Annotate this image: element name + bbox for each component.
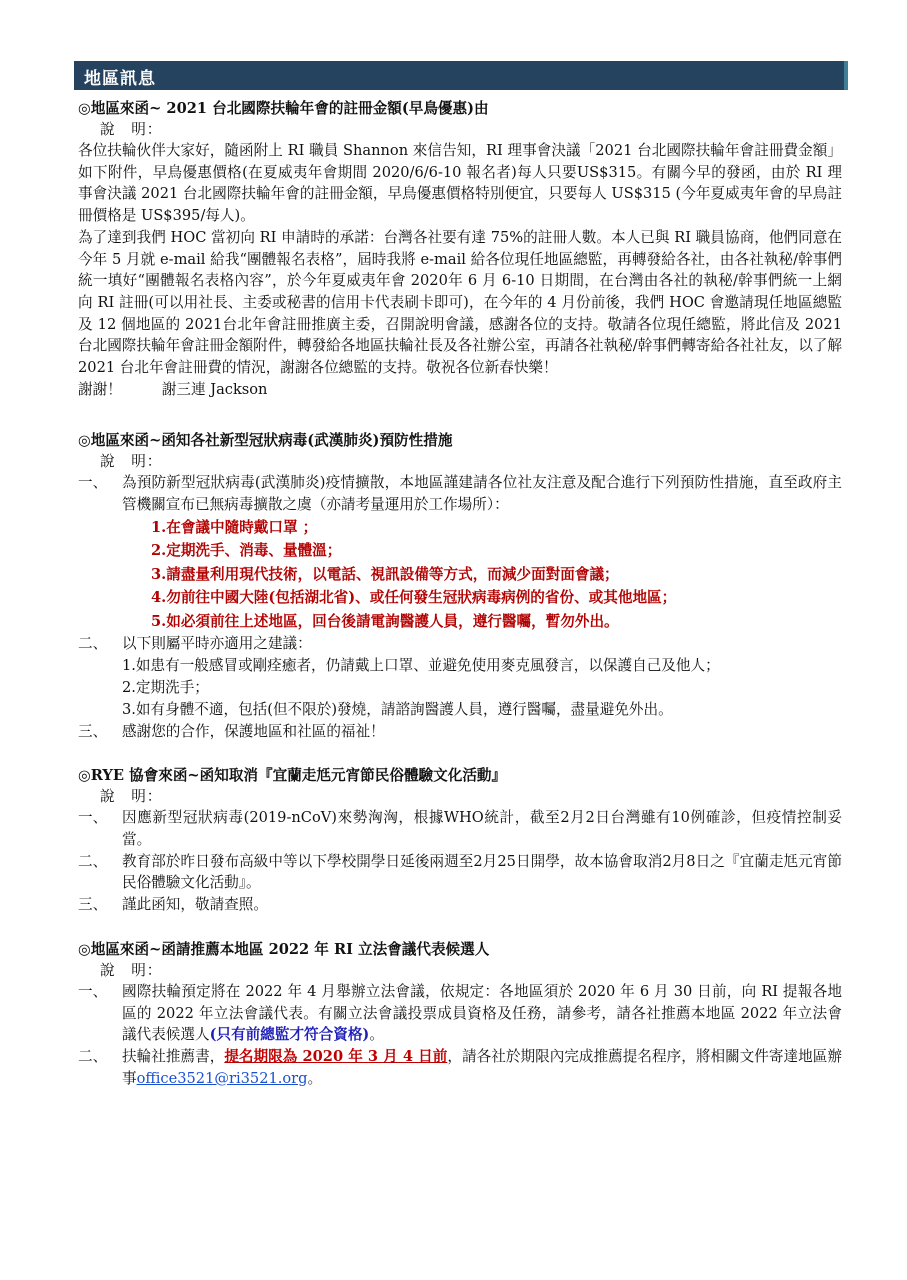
email-link[interactable]: office3521@ri3521.org [136, 1069, 308, 1087]
general-advice-list [78, 655, 842, 721]
measure-item: 5.如必須前往上述地區，回台後請電詢醫護人員，遵行醫囑，暫勿外出。 [151, 612, 619, 630]
notice-coronavirus-prevention [78, 430, 842, 742]
item-text: 扶輪社推薦書， [122, 1048, 225, 1066]
signer-name: 謝三連 Jackson [161, 380, 268, 398]
item-number: 一、 [78, 809, 108, 827]
item-text: 謹此函知，敬請查照。 [122, 895, 268, 913]
item-text: 以下則屬平時亦適用之建議： [122, 635, 312, 653]
advice-item: 3.如有身體不適，包括(但不限於)發燒，請諮詢醫護人員，遵行醫囑，盡量避免外出。 [122, 700, 673, 718]
item-text: 教育部於昨日發布高級中等以下學校開學日延後兩週至2月25日開學，故本協會取消2月8日之『宜蘭走尪元宵節民俗體驗文化活動』。 [122, 852, 842, 892]
notice-title: ◎地區來函~ 2021 台北國際扶輪年會的註冊金額(早鳥優惠)由 [78, 100, 489, 117]
item-text-mid: ，請各社於期限內完成推薦提名程序，將相關文件寄達地區辦事 [122, 1048, 842, 1087]
item-number: 二、 [78, 635, 108, 653]
description-label: 說 明： [100, 788, 163, 806]
thanks-text: 謝謝！ [78, 380, 122, 398]
list-item [78, 807, 842, 850]
notice-title: ◎地區來函~函知各社新型冠狀病毒(武漢肺炎)預防性措施 [78, 432, 453, 450]
list-item [78, 894, 842, 916]
signature-line [78, 379, 842, 401]
notice-rye-event-cancel [78, 765, 842, 915]
measure-item: 2.定期洗手、消毒、量體溫； [151, 542, 342, 560]
advice-item: 1.如患有一般感冒或剛痊癒者，仍請戴上口罩、並避免使用麥克風發言，以保護自己及他人； [122, 656, 720, 674]
notice-title: ◎RYE 協會來函~函知取消『宜蘭走尪元宵節民俗體驗文化活動』 [78, 767, 507, 785]
paragraph: 為了達到我們 HOC 當初向 RI 申請時的承諾：台灣各社要有達 75%的註冊人數。本人已與 RI 職員協商，他們同意在今年 5 月就 e-mail 給我“團體報名表格”，屆時我將 e-mail 給各位現任地區總監，再轉發給各社，由各社執秘/幹事們統一填好“團體報名表格內容”，於今年夏威夷年會 2020年 6 月 6-10 日期間，在台灣由各社的執秘/幹事們統一上網向 RI 註冊(可以用社長、主委或秘書的信用卡代表刷卡即可)，在今年的 4 月份前後，我們 HOC 會邀請現任地區總監及 12 個地區的 2021台北年會註冊推廣主委，召開說明會議，感謝各位的支持。敬請各位現任總監，將此信及 2021台北國際扶輪年會註冊金額附件，轉發給各地區扶輪社長及各社辦公室，再請各社執秘/幹事們轉寄給各社社友，以了解 2021 台北年會註冊費的情況，謝謝各位總監的支持。敬祝各位新春快樂！ [78, 228, 842, 377]
list-item [78, 1046, 842, 1089]
advice-item: 2.定期洗手； [122, 678, 209, 696]
eligibility-note: (只有前總監才符合資格) [209, 1026, 370, 1044]
item-text-end: 。 [307, 1069, 323, 1087]
notice-2021-convention [78, 98, 842, 400]
notice-council-representative [78, 939, 842, 1089]
item-number: 三、 [78, 722, 108, 740]
deadline-text: 提名期限為 2020 年 3 月 4 日前 [224, 1048, 448, 1066]
description-label: 說 明： [100, 453, 163, 471]
paragraph: 各位扶輪伙伴大家好，隨函附上 RI 職員 Shannon 來信告知，RI 理事會決議「2021 台北國際扶輪年會註冊費金額」如下附件，早鳥優惠價格(在夏威夷年會期間 2020/6/6-10 報名者)每人只要US$315。有關今早的發函，由於 RI 理事會決議 2021 台北國際扶輪年會的註冊金額，早鳥優惠價格特別便宜，只要每人 US$315 (今年夏威夷年會的早鳥註冊價格是 US$395/每人)。 [78, 142, 842, 225]
item-number: 三、 [78, 895, 108, 913]
section-header-title: 地區訊息 [84, 69, 156, 89]
list-item [78, 472, 842, 515]
description-label: 說 明： [100, 962, 163, 980]
list-item [78, 851, 842, 894]
notice-title: ◎地區來函~函請推薦本地區 2022 年 RI 立法會議代表候選人 [78, 941, 490, 959]
item-number: 一、 [78, 983, 108, 1001]
item-number: 二、 [78, 852, 108, 870]
item-number: 一、 [78, 474, 108, 492]
item-text: 國際扶輪預定將在 2022 年 4 月舉辦立法會議，依規定：各地區須於 2020 年 6 月 30 日前，向 RI 提報各地區的 2022 年立法會議代表。有關立法會議投票成員資格及任務，請參考，請各社推薦本地區 2022 年立法會議代表候選人 [122, 983, 842, 1044]
measure-item: 4.勿前往中國大陸(包括湖北省)、或任何發生冠狀病毒病例的省份、或其他地區； [151, 589, 677, 607]
item-number: 二、 [78, 1048, 108, 1066]
section-header-bar [74, 61, 848, 90]
list-item [78, 633, 842, 655]
prevention-measures-list [78, 516, 842, 634]
main-content [78, 98, 842, 1089]
list-item [78, 981, 842, 1046]
item-text-end: 。 [369, 1026, 384, 1044]
measure-item: 1.在會議中隨時戴口罩 ； [151, 518, 318, 536]
description-label: 說 明： [100, 121, 163, 138]
item-text: 因應新型冠狀病毒(2019-nCoV)來勢洶洶，根據WHO統計，截至2月2日台灣雖有10例確診，但疫情控制妥當。 [122, 809, 842, 848]
list-item [78, 721, 842, 743]
measure-item: 3.請盡量利用現代技術，以電話、視訊設備等方式，而減少面對面會議； [151, 565, 619, 583]
item-text: 為預防新型冠狀病毒(武漢肺炎)疫情擴散，本地區謹建請各位社友注意及配合進行下列預防性措施，直至政府主管機關宣布已無病毒擴散之虞（亦請考量運用於工作場所）： [122, 474, 842, 514]
item-text: 感謝您的合作，保護地區和社區的福祉！ [122, 722, 385, 740]
